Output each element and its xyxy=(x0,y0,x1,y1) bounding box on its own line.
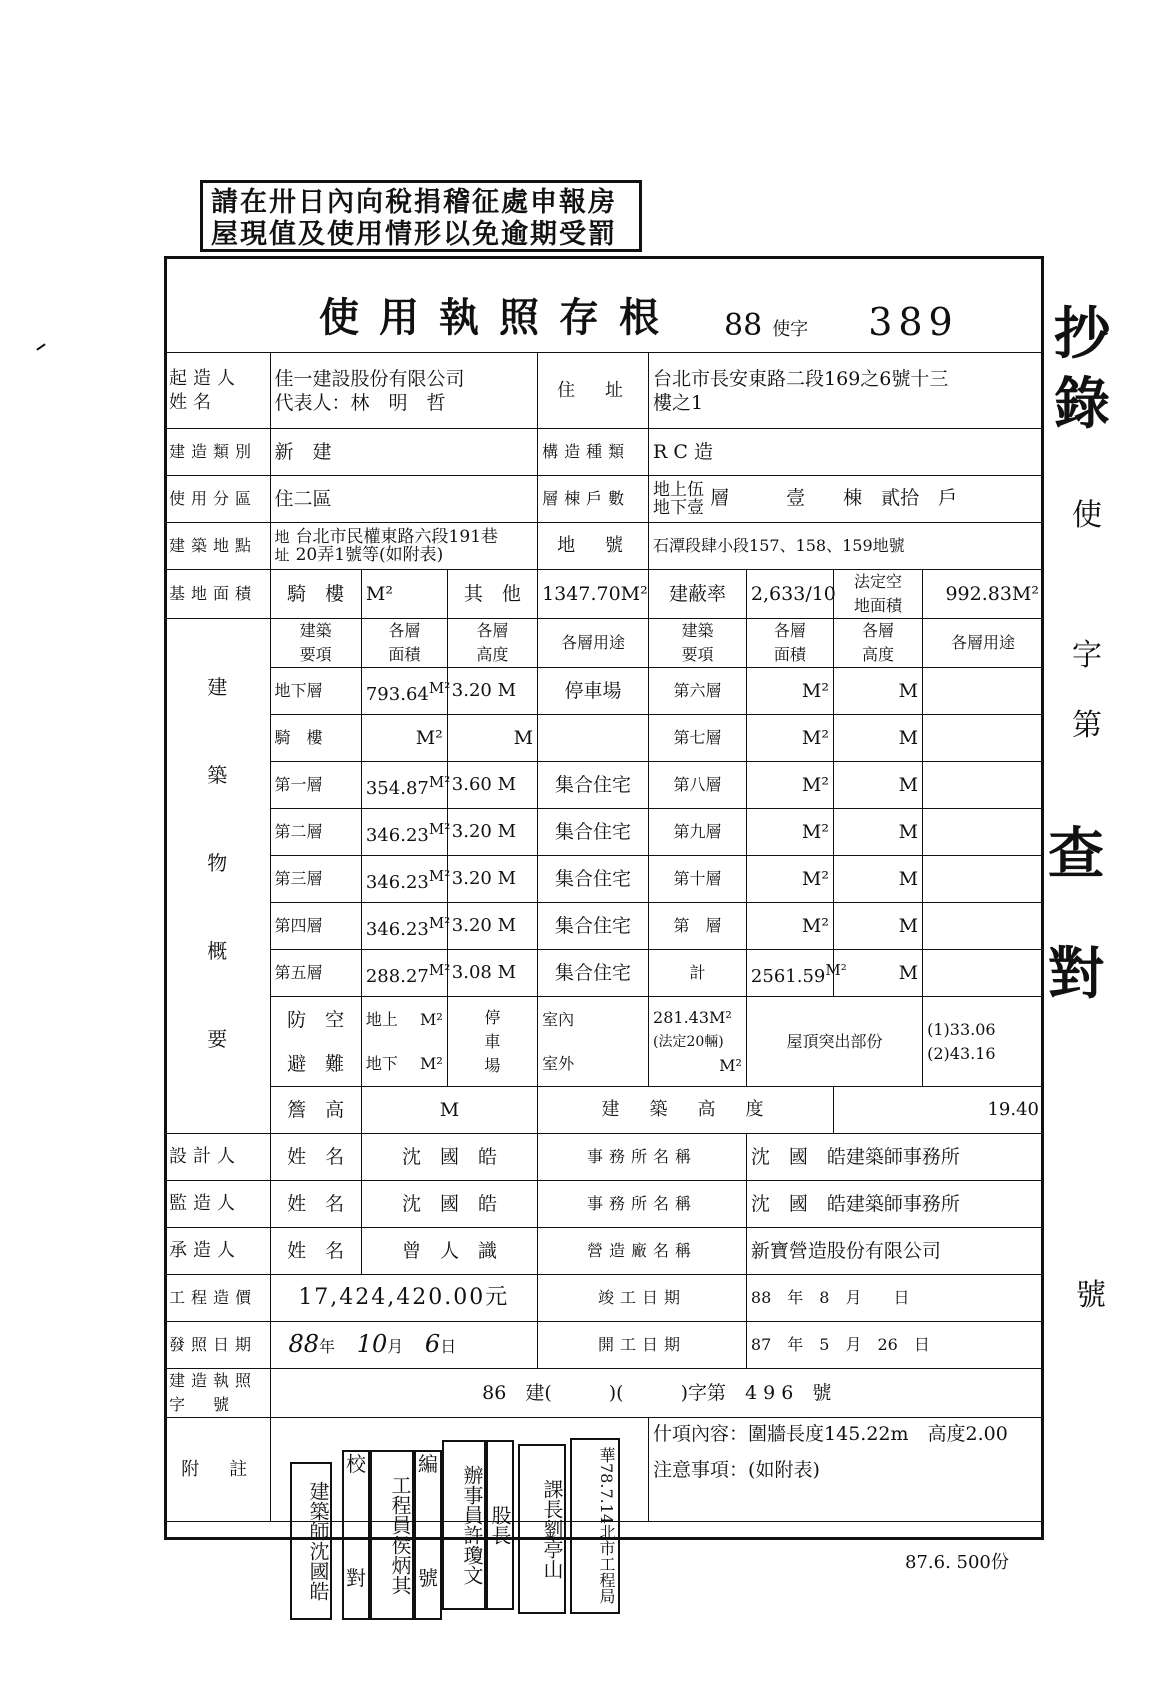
coverage-value: 2,633/10 xyxy=(746,570,833,619)
floor-height: M xyxy=(447,715,537,762)
issue-date: 88年 10月 6日 xyxy=(270,1322,538,1369)
shelter-label: 防 空 避 難 xyxy=(270,997,361,1087)
floor-row xyxy=(165,762,1044,809)
floor-name-right: 第八層 xyxy=(649,762,747,809)
supervisor-name-label: 姓 名 xyxy=(270,1181,361,1228)
start-date-label: 開工日期 xyxy=(538,1322,747,1369)
floor-area: $793.64^{M^2}$ xyxy=(361,668,447,715)
scribble-mark xyxy=(36,343,45,350)
floor-height: 3.60 M xyxy=(447,762,537,809)
item-header-2: 建築 要項 xyxy=(649,619,747,668)
floor-row xyxy=(165,715,1044,762)
open-space-value: 992.83M² xyxy=(923,570,1044,619)
owner-name: 佳一建設股份有限公司 代表人：林 明 哲 xyxy=(270,353,538,429)
issue-date-label: 發照日期 xyxy=(165,1322,271,1369)
permit-number xyxy=(724,300,959,344)
floor-height: 3.08 M xyxy=(447,950,537,997)
side-mark: 號 xyxy=(1076,1278,1106,1313)
designer-name: 沈 國 皓 xyxy=(361,1134,537,1181)
supervisor-office-label: 事務所名稱 xyxy=(538,1181,747,1228)
chief-stamp: 股長 xyxy=(486,1440,514,1610)
floor-height-right: M xyxy=(833,809,922,856)
owner-label: 起造人 姓名 xyxy=(165,353,271,429)
supervisor-label: 監造人 xyxy=(165,1181,271,1228)
floor-name-right: 第六層 xyxy=(649,668,747,715)
eave-unit: M xyxy=(361,1087,537,1134)
side-mark: 抄 xyxy=(1054,301,1110,367)
floor-name: 第五層 xyxy=(270,950,361,997)
build-type-value: 新 建 xyxy=(270,429,538,476)
contractor-name: 曾 人 識 xyxy=(361,1228,537,1275)
contractor-row xyxy=(165,1228,1044,1275)
floor-height-right: M xyxy=(833,762,922,809)
structure-label: 構造種類 xyxy=(538,429,649,476)
floor-area: $346.23^{M^2}$ xyxy=(361,809,447,856)
roof-values: (1)33.06 (2)43.16 xyxy=(923,997,1044,1087)
site-address: 地 址 台北市民權東路六段191巷 20弄1號等(如附表) xyxy=(270,523,538,570)
side-mark: 查 xyxy=(1048,821,1104,887)
floor-area-right: M² xyxy=(746,809,833,856)
other-label: 其 他 xyxy=(447,570,537,619)
supervisor-row xyxy=(165,1181,1044,1228)
floor-height-right: M xyxy=(833,668,922,715)
floor-height: 3.20 M xyxy=(447,903,537,950)
contractor-name-label: 姓 名 xyxy=(270,1228,361,1275)
start-date: 87 年 5 月 26 日 xyxy=(746,1322,1043,1369)
cost-value: 17,424,420.00元 xyxy=(270,1275,538,1322)
designer-label: 設計人 xyxy=(165,1134,271,1181)
supervisor-office: 沈 國 皓建築師事務所 xyxy=(746,1181,1043,1228)
coverage-label: 建蔽率 xyxy=(649,570,747,619)
permit-number-label: 建造執照 字 號 xyxy=(165,1369,271,1418)
open-space-label: 法定空 地面積 xyxy=(833,570,922,619)
floor-row xyxy=(165,856,1044,903)
parking-label: 停 車 場 xyxy=(447,997,537,1087)
side-mark: 第 xyxy=(1072,708,1102,743)
engineer-stamp: 工程員侯炳其 xyxy=(370,1450,414,1620)
contractor-office: 新寶營造股份有限公司 xyxy=(746,1228,1043,1275)
floor-area: $346.23^{M^2}$ xyxy=(361,856,447,903)
owner-address: 台北市長安東路二段169之6號十三 樓之1 xyxy=(649,353,1044,429)
area-header: 各層 面積 xyxy=(361,619,447,668)
floor-name-right: 第 層 xyxy=(649,903,747,950)
permit-year: 88 xyxy=(724,308,763,343)
designer-row xyxy=(165,1134,1044,1181)
designer-name-label: 姓 名 xyxy=(270,1134,361,1181)
edit-stamp: 編 號 xyxy=(414,1450,442,1620)
floor-area: $354.87^{M^2}$ xyxy=(361,762,447,809)
floors-value: 地上伍 地下壹 層 壹 棟 貳拾 戶 xyxy=(649,476,1044,523)
shelter-row xyxy=(165,997,1044,1087)
shelter-values: 地上 M² 地下 M² xyxy=(361,997,447,1087)
permit-number-value: 86 建( )( )字第 4 9 6 號 xyxy=(270,1369,1044,1418)
floor-area-right: M² xyxy=(746,903,833,950)
permit-row xyxy=(165,1369,1044,1418)
page-title: 使用執照存根 xyxy=(319,294,679,341)
total-height: M xyxy=(833,950,922,997)
floor-use: 集合住宅 xyxy=(538,950,649,997)
permit-serial: 389 xyxy=(868,300,959,344)
total-area: $2561.59^{M^2}$ xyxy=(746,950,833,997)
cost-label: 工程造價 xyxy=(165,1275,271,1322)
floor-height-right: M xyxy=(833,903,922,950)
floor-row xyxy=(165,903,1044,950)
completion-date: 88 年 8 月 日 xyxy=(746,1275,1043,1322)
side-mark: 字 xyxy=(1072,638,1102,673)
eave-label: 簷 高 xyxy=(270,1087,361,1134)
floor-name: 騎 樓 xyxy=(270,715,361,762)
floor-area: M² xyxy=(361,715,447,762)
floor-height: 3.20 M xyxy=(447,856,537,903)
floor-name: 第一層 xyxy=(270,762,361,809)
floor-use: 停車場 xyxy=(538,668,649,715)
floor-use: 集合住宅 xyxy=(538,762,649,809)
parking-types: 室內 室外 xyxy=(538,997,649,1087)
zone-label: 使用分區 xyxy=(165,476,271,523)
floor-area: $288.27^{M^2}$ xyxy=(361,950,447,997)
item-header: 建築 要項 xyxy=(270,619,361,668)
arcade-unit: M² xyxy=(361,570,447,619)
floor-height: 3.20 M xyxy=(447,809,537,856)
lot-value: 石潭段肆小段157、158、159地號 xyxy=(649,523,1044,570)
floor-height-right: M xyxy=(833,715,922,762)
check-stamp: 校 對 xyxy=(342,1450,370,1620)
floor-name: 第二層 xyxy=(270,809,361,856)
floor-use: 集合住宅 xyxy=(538,856,649,903)
remarks-content: 什項內容：圍牆長度145.22m 高度2.00 注意事項：(如附表) xyxy=(649,1418,1044,1522)
total-label: 計 xyxy=(649,950,747,997)
form-footer: 87.6. 500份 xyxy=(905,1552,1009,1573)
area-header-2: 各層 面積 xyxy=(746,619,833,668)
zone-value: 住二區 xyxy=(270,476,538,523)
floor-row xyxy=(165,950,1044,997)
height-header-2: 各層 高度 xyxy=(833,619,922,668)
side-mark: 錄 xyxy=(1054,371,1110,437)
contractor-office-label: 營造廠名稱 xyxy=(538,1228,747,1275)
section-stamp: 課長劉亭山 xyxy=(518,1444,566,1614)
floor-area: $346.23^{M^2}$ xyxy=(361,903,447,950)
building-summary-label: 建 築 物 概 要 xyxy=(165,619,271,1134)
floor-row xyxy=(165,809,1044,856)
lot-label: 地 號 xyxy=(538,523,649,570)
floor-area-right: M² xyxy=(746,715,833,762)
notice-line-1: 請在卅日內向稅捐稽征處申報房 xyxy=(211,187,617,218)
roof-label: 屋頂突出部份 xyxy=(746,997,922,1087)
floor-name-right: 第十層 xyxy=(649,856,747,903)
clerk-stamp: 辦事員許瓊文 xyxy=(442,1440,486,1610)
permit-table xyxy=(164,352,1044,1522)
date-stamp: 華78.7.14北市工程局 xyxy=(570,1438,620,1614)
build-type-label: 建造類別 xyxy=(165,429,271,476)
completion-label: 竣工日期 xyxy=(538,1275,747,1322)
address-label: 住 址 xyxy=(538,353,649,429)
floor-name-right: 第七層 xyxy=(649,715,747,762)
side-stamp-marks xyxy=(1048,290,1152,1490)
side-mark: 對 xyxy=(1048,941,1104,1007)
floor-height-right: M xyxy=(833,856,922,903)
floor-name: 地下層 xyxy=(270,668,361,715)
architect-stamp: 建築師沈國皓 xyxy=(290,1462,332,1620)
approval-stamps xyxy=(290,1447,630,1630)
building-height-label: 建 築 高 度 xyxy=(538,1087,834,1134)
floor-name: 第三層 xyxy=(270,856,361,903)
notice-line-2: 屋現值及使用情形以免逾期受罰 xyxy=(211,219,617,250)
building-height-value: 19.40 xyxy=(833,1087,1043,1134)
floor-use: 集合住宅 xyxy=(538,809,649,856)
use-header-2: 各層用途 xyxy=(923,619,1044,668)
supervisor-name: 沈 國 皓 xyxy=(361,1181,537,1228)
floor-name: 第四層 xyxy=(270,903,361,950)
use-header: 各層用途 xyxy=(538,619,649,668)
floor-row xyxy=(165,668,1044,715)
other-value: 1347.70M² xyxy=(538,570,649,619)
contractor-label: 承造人 xyxy=(165,1228,271,1275)
remarks-label: 附 註 xyxy=(165,1418,271,1522)
base-area-label: 基地面積 xyxy=(165,570,271,619)
title-row xyxy=(164,256,1044,352)
side-mark: 使 xyxy=(1072,498,1102,533)
issue-row xyxy=(165,1322,1044,1369)
floors-label: 層棟戶數 xyxy=(538,476,649,523)
floor-area-right: M² xyxy=(746,856,833,903)
permit-type: 使字 xyxy=(772,319,809,340)
height-header: 各層 高度 xyxy=(447,619,537,668)
site-label: 建築地點 xyxy=(165,523,271,570)
parking-values: 281.43M² (法定20輛) M² xyxy=(649,997,747,1087)
floor-use: 集合住宅 xyxy=(538,903,649,950)
floor-height: 3.20 M xyxy=(447,668,537,715)
arcade-label: 騎 樓 xyxy=(270,570,361,619)
designer-office: 沈 國 皓建築師事務所 xyxy=(746,1134,1043,1181)
floor-area-right: M² xyxy=(746,668,833,715)
structure-value: R C 造 xyxy=(649,429,1044,476)
designer-office-label: 事務所名稱 xyxy=(538,1134,747,1181)
floor-area-right: M² xyxy=(746,762,833,809)
height-row xyxy=(165,1087,1044,1134)
tax-notice-box xyxy=(200,180,642,252)
cost-row xyxy=(165,1275,1044,1322)
floor-name-right: 第九層 xyxy=(649,809,747,856)
